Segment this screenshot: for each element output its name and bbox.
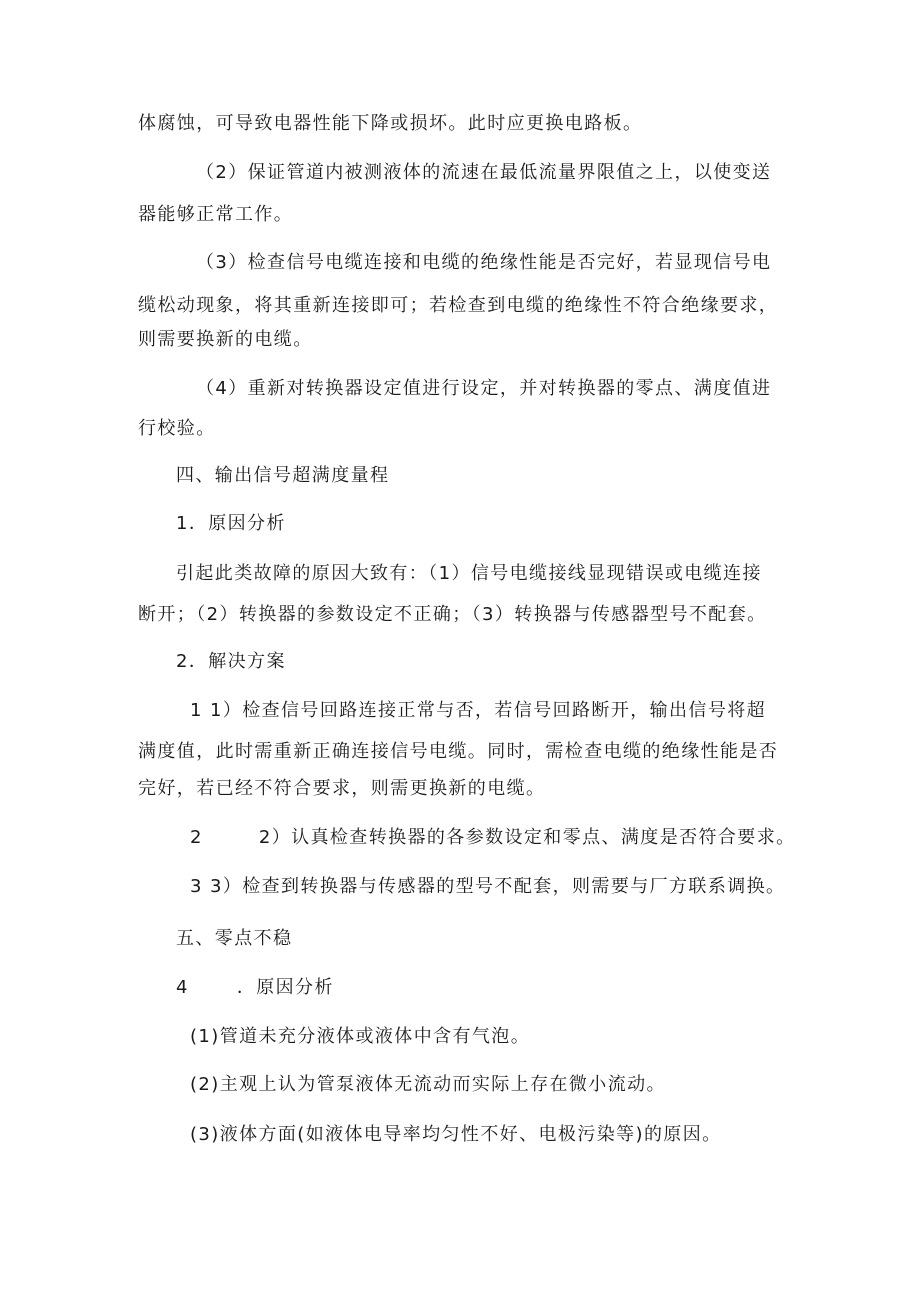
paragraph-line: 缆松动现象，将其重新连接即可；若检查到电缆的绝缘性不符合绝缘要求， — [138, 295, 779, 316]
item-text: 2）认真检查转换器的各参数设定和零点、满度是否符合要求。 — [258, 827, 796, 848]
paragraph-line: 满度值，此时需重新正确连接信号电缆。同时，需检查电缆的绝缘性能是否 — [138, 741, 779, 762]
paragraph-line: 1 1）检查信号回路连接正常与否，若信号回路断开，输出信号将超 — [190, 700, 767, 721]
paragraph-line: 则需要换新的电缆。 — [138, 329, 313, 350]
list-item: (2)主观上认为管泵液体无流动而实际上存在微小流动。 — [190, 1074, 666, 1095]
subsection-heading: 2．解决方案 — [176, 651, 286, 672]
subsection-heading — [176, 977, 334, 999]
paragraph-line: （2）保证管道内被测液体的流速在最低流量界限值之上，以使变送 — [196, 162, 772, 183]
numbered-item — [190, 827, 796, 849]
section-heading: 五、零点不稳 — [176, 928, 293, 949]
paragraph-line: 器能够正常工作。 — [138, 204, 294, 225]
heading-text: ．原因分析 — [236, 977, 334, 998]
paragraph-line: 引起此类故障的原因大致有：（1）信号电缆接线显现错误或电缆连接 — [176, 563, 762, 584]
paragraph-line: （4）重新对转换器设定值进行设定，并对转换器的零点、满度值进 — [196, 378, 772, 399]
paragraph-line: 完好，若已经不符合要求，则需更换新的电缆。 — [138, 778, 546, 799]
item-number: 2 — [190, 827, 203, 848]
paragraph-line: 3 3）检查到转换器与传感器的型号不配套，则需要与厂方联系调换。 — [190, 876, 786, 897]
paragraph-line: 断开；（2）转换器的参数设定不正确；（3）转换器与传感器型号不配套。 — [138, 604, 767, 625]
list-item: (3)液体方面(如液体电导率均匀性不好、电极污染等)的原因。 — [190, 1124, 722, 1145]
list-item: (1)管道未充分液体或液体中含有气泡。 — [190, 1026, 531, 1047]
section-heading: 四、输出信号超满度量程 — [176, 465, 390, 486]
paragraph-line: （3）检查信号电缆连接和电缆的绝缘性能是否完好，若显现信号电 — [196, 252, 772, 273]
paragraph-line: 体腐蚀，可导致电器性能下降或损坏。此时应更换电路板。 — [138, 113, 643, 134]
item-number: 4 — [176, 977, 189, 998]
subsection-heading: 1．原因分析 — [176, 513, 286, 534]
paragraph-line: 行校验。 — [138, 418, 216, 439]
